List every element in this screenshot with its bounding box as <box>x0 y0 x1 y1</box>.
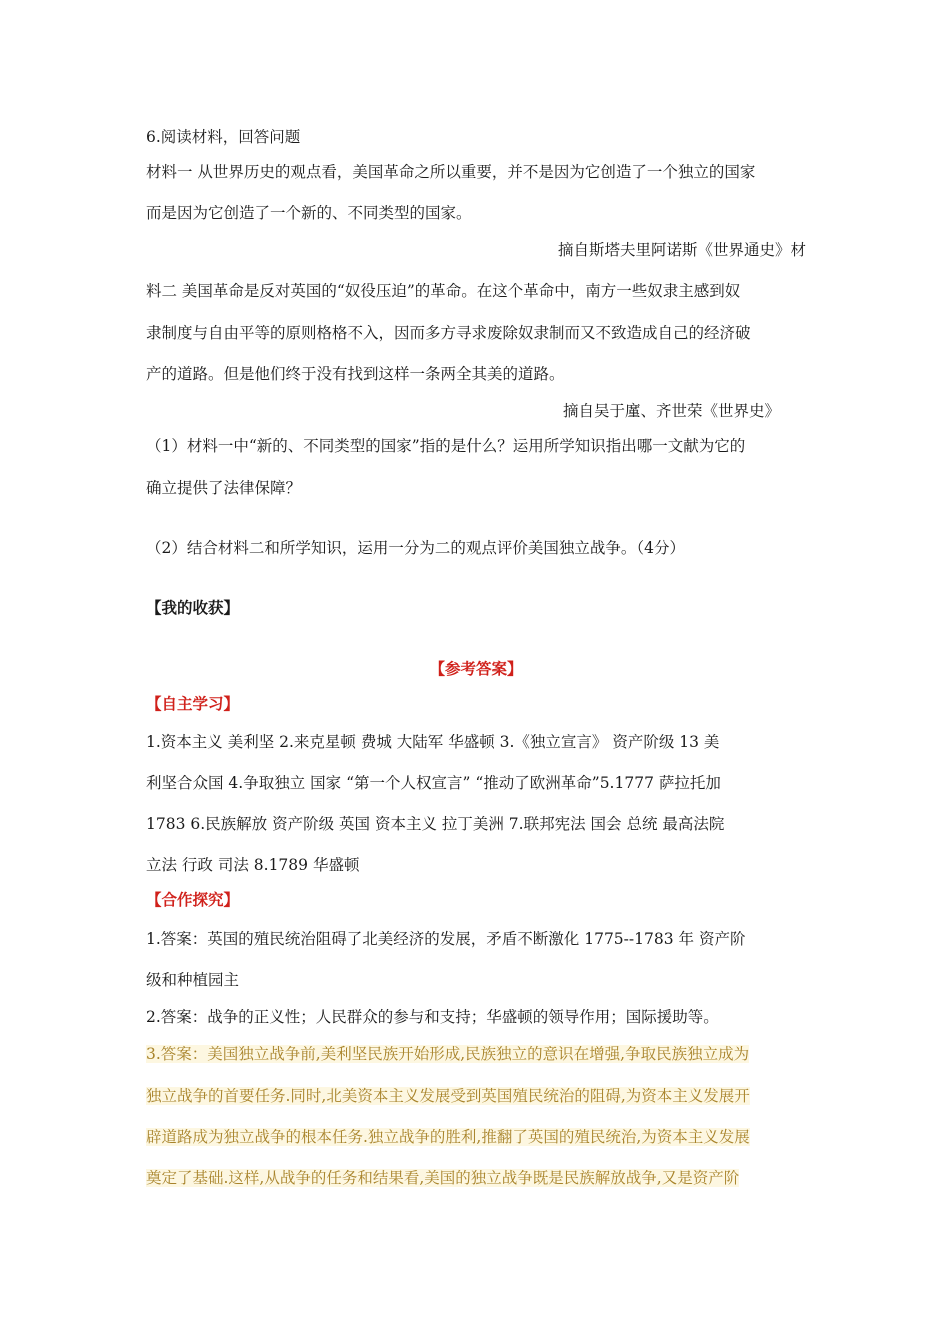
material2-line-3: 产的道路。但是他们终于没有找到这样一条两全其美的道路。 <box>146 365 565 383</box>
highlighted-text: 奠定了基础.这样,从战争的任务和结果看,美国的独立战争既是民族解放战争,又是资产阶 <box>146 1169 740 1187</box>
cooperation-answer-2: 2.答案：战争的正义性；人民群众的参与和支持；华盛顿的领导作用；国际援助等。 <box>146 1008 719 1026</box>
material2-line-1: 料二 美国革命是反对英国的“奴役压迫”的革命。在这个革命中，南方一些奴隶主感到奴 <box>146 282 741 300</box>
self-study-line-1: 1.资本主义 美利坚 2.来克星顿 费城 大陆军 华盛顿 3.《独立宣言》 资产阶级 13 美 <box>146 733 720 751</box>
self-study-line-2: 利坚合众国 4.争取独立 国家 “第一个人权宣言” “推动了欧洲革命”5.1777 萨拉托加 <box>146 774 721 792</box>
self-study-line-4: 立法 行政 司法 8.1789 华盛顿 <box>146 856 360 874</box>
harvest-heading: 【我的收获】 <box>146 598 240 617</box>
self-study-line-3: 1783 6.民族解放 资产阶级 英国 资本主义 拉丁美洲 7.联邦宪法 国会 总统 最高法院 <box>146 815 725 833</box>
self-study-heading: 【自主学习】 <box>146 694 240 713</box>
material1-line-1: 材料一 从世界历史的观点看，美国革命之所以重要，并不是因为它创造了一个独立的国家 <box>146 163 756 181</box>
question-1-line-1: （1）材料一中“新的、不同类型的国家”指的是什么？运用所学知识指出哪一文献为它的 <box>146 437 746 455</box>
highlighted-text: 3.答案：美国独立战争前,美利坚民族开始形成,民族独立的意识在增强,争取民族独立成为 <box>146 1045 750 1063</box>
cooperation-answer-3-line-3 <box>146 1126 806 1148</box>
answer-heading: 【参考答案】 <box>429 659 523 678</box>
question-2: （2）结合材料二和所学知识，运用一分为二的观点评价美国独立战争。（4分） <box>146 539 685 557</box>
material1-source: 摘自斯塔夫里阿诺斯《世界通史》材 <box>557 241 806 259</box>
cooperation-heading: 【合作探究】 <box>146 890 240 909</box>
material2-source: 摘自吴于廑、齐世荣《世界史》 <box>562 402 780 420</box>
cooperation-answer-1-line-2: 级和种植园主 <box>146 971 240 989</box>
question-1-line-2: 确立提供了法律保障？ <box>146 479 302 497</box>
cooperation-answer-1-line-1: 1.答案：英国的殖民统治阻碍了北美经济的发展，矛盾不断激化 1775--1783 年 资产阶 <box>146 930 746 948</box>
material2-line-2: 隶制度与自由平等的原则格格不入，因而多方寻求废除奴隶制而又不致造成自己的经济破 <box>146 324 751 342</box>
highlighted-text: 辟道路成为独立战争的根本任务.独立战争的胜利,推翻了英国的殖民统治,为资本主义发展 <box>146 1128 750 1146</box>
cooperation-answer-3-line-4 <box>146 1167 806 1189</box>
question-title: 6.阅读材料，回答问题 <box>146 128 301 146</box>
cooperation-answer-3-line-2 <box>146 1085 806 1107</box>
cooperation-answer-3-line-1 <box>146 1043 806 1065</box>
material1-line-2: 而是因为它创造了一个新的、不同类型的国家。 <box>146 204 472 222</box>
highlighted-text: 独立战争的首要任务.同时,北美资本主义发展受到英国殖民统治的阻碍,为资本主义发展开 <box>146 1087 750 1105</box>
